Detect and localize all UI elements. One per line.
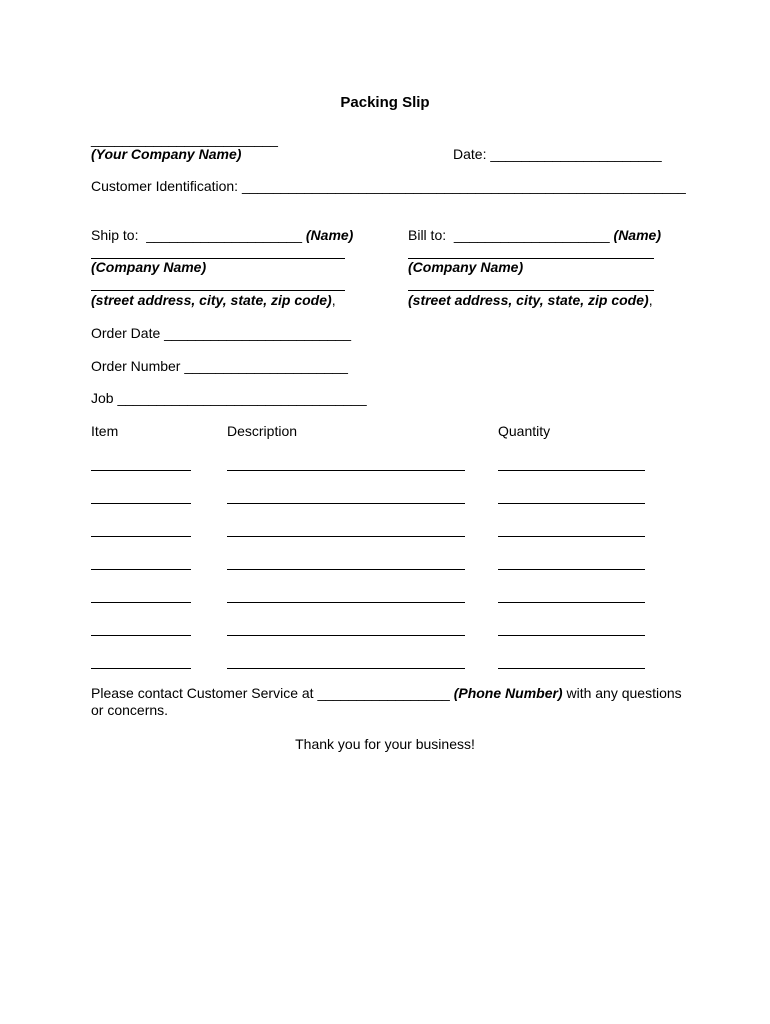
contact-suffix: with any questions: [566, 685, 682, 701]
item-line[interactable]: [91, 536, 191, 537]
thank-you-note: Thank you for your business!: [295, 736, 475, 752]
bill-to-field: [408, 227, 661, 244]
item-line[interactable]: [91, 503, 191, 504]
contact-line-2: or concerns.: [91, 702, 169, 718]
quantity-column-header: Quantity: [498, 423, 551, 439]
ship-to-label: Ship to:: [91, 227, 139, 243]
phone-blank[interactable]: _________________: [317, 685, 450, 701]
ship-to-address: [91, 292, 336, 309]
date-label: Date:: [453, 146, 487, 162]
ship-to-field: [91, 227, 353, 244]
order-number-field: [91, 358, 348, 375]
phone-number-label: (Phone Number): [453, 685, 563, 701]
ship-to-address-comma: ,: [331, 292, 336, 308]
quantity-line[interactable]: [498, 635, 645, 636]
item-line[interactable]: [91, 635, 191, 636]
quantity-line[interactable]: [498, 503, 645, 504]
order-date-field: [91, 325, 351, 342]
order-date-label: Order Date: [91, 325, 161, 341]
description-line[interactable]: [227, 503, 465, 504]
bill-to-name-label: (Name): [613, 227, 661, 243]
order-date-blank[interactable]: ________________________: [164, 325, 352, 341]
quantity-line[interactable]: [498, 536, 645, 537]
item-line[interactable]: [91, 569, 191, 570]
ship-to-address-label: (street address, city, state, zip code): [91, 292, 332, 308]
page-title: Packing Slip: [340, 94, 430, 111]
quantity-line[interactable]: [498, 602, 645, 603]
item-column-header: Item: [91, 423, 119, 439]
ship-to-company-label: (Company Name): [91, 259, 207, 275]
item-line[interactable]: [91, 668, 191, 669]
quantity-line[interactable]: [498, 470, 645, 471]
contact-prefix: Please contact Customer Service at: [91, 685, 314, 701]
description-line[interactable]: [227, 602, 465, 603]
bill-to-address-line[interactable]: [408, 290, 654, 291]
ship-to-address-line[interactable]: [91, 290, 345, 291]
company-name-blank[interactable]: ________________________: [91, 131, 278, 147]
bill-to-company-label: (Company Name): [408, 259, 524, 275]
bill-to-label: Bill to:: [408, 227, 447, 243]
customer-id-blank[interactable]: _________________________________________________________: [241, 178, 686, 194]
description-line[interactable]: [227, 635, 465, 636]
description-line[interactable]: [227, 470, 465, 471]
customer-id-field: [91, 178, 686, 195]
bill-to-address-label: (street address, city, state, zip code): [408, 292, 649, 308]
quantity-line[interactable]: [498, 569, 645, 570]
date-field: [453, 146, 662, 163]
order-number-label: Order Number: [91, 358, 181, 374]
job-blank[interactable]: ________________________________: [117, 390, 367, 406]
job-label: Job: [91, 390, 114, 406]
item-line[interactable]: [91, 470, 191, 471]
ship-to-name-blank[interactable]: ____________________: [146, 227, 302, 243]
job-field: [91, 390, 367, 407]
description-line[interactable]: [227, 536, 465, 537]
customer-id-label: Customer Identification:: [91, 178, 239, 194]
date-blank[interactable]: ______________________: [490, 146, 662, 162]
contact-line: [91, 685, 682, 702]
quantity-line[interactable]: [498, 668, 645, 669]
description-line[interactable]: [227, 569, 465, 570]
company-name-label: (Your Company Name): [91, 146, 242, 162]
ship-to-name-label: (Name): [305, 227, 354, 243]
description-line[interactable]: [227, 668, 465, 669]
order-number-blank[interactable]: _____________________: [184, 358, 348, 374]
bill-to-address-comma: ,: [648, 292, 653, 308]
bill-to-name-blank[interactable]: ____________________: [453, 227, 610, 243]
description-column-header: Description: [227, 423, 298, 439]
item-line[interactable]: [91, 602, 191, 603]
bill-to-address: [408, 292, 653, 309]
